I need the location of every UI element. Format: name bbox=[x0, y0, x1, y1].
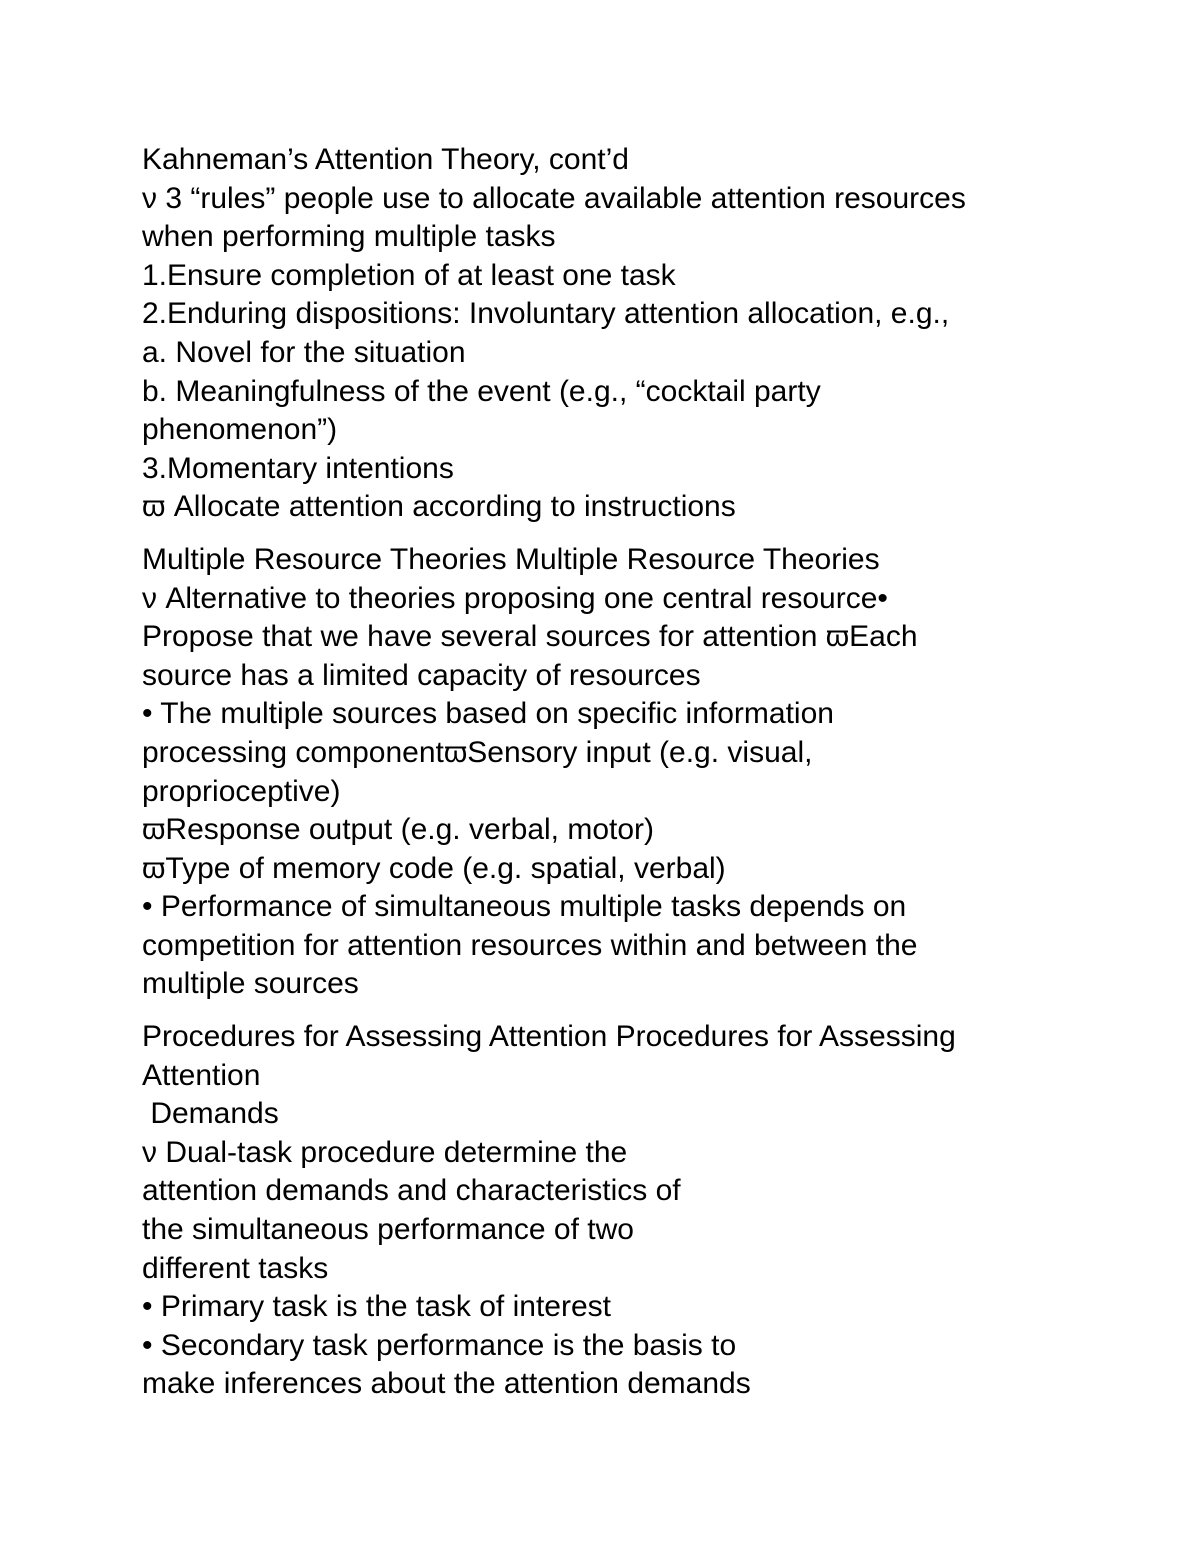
text-line: processing componentϖSensory input (e.g. visual, bbox=[142, 735, 813, 769]
text-line: ϖType of memory code (e.g. spatial, verbal) bbox=[142, 851, 726, 885]
text-line: 3.Momentary intentions bbox=[142, 451, 454, 485]
section-kahneman-attention-theory bbox=[142, 141, 1102, 527]
section-heading: Procedures for Assessing Attention Procedures for Assessing bbox=[142, 1020, 956, 1054]
text-line: competition for attention resources within and between the bbox=[142, 928, 918, 962]
text-line: Propose that we have several sources for attention ϖEach bbox=[142, 620, 918, 654]
text-line: • Secondary task performance is the basis to bbox=[142, 1328, 737, 1362]
text-line: 2.Enduring dispositions: Involuntary attention allocation, e.g., bbox=[142, 297, 950, 331]
text-line: multiple sources bbox=[142, 967, 359, 1001]
text-line: • Primary task is the task of interest bbox=[142, 1290, 611, 1324]
text-line: b. Meaningfulness of the event (e.g., “cocktail party bbox=[142, 374, 821, 408]
text-line: phenomenon”) bbox=[142, 413, 338, 447]
section-multiple-resource-theories bbox=[142, 541, 1102, 1004]
text-line: ϖ Allocate attention according to instructions bbox=[142, 490, 736, 524]
text-line: • Performance of simultaneous multiple tasks depends on bbox=[142, 890, 907, 924]
text-line: different tasks bbox=[142, 1251, 329, 1285]
text-line: ν Alternative to theories proposing one central resource• bbox=[142, 581, 888, 615]
text-line: make inferences about the attention demands bbox=[142, 1367, 751, 1401]
section-procedures-assessing-attention bbox=[142, 1018, 1102, 1404]
text-line: proprioceptive) bbox=[142, 774, 341, 808]
text-line: the simultaneous performance of two bbox=[142, 1213, 634, 1247]
text-line: attention demands and characteristics of bbox=[142, 1174, 681, 1208]
section-heading: Multiple Resource Theories Multiple Resource Theories bbox=[142, 542, 880, 576]
document-body bbox=[142, 141, 1102, 1404]
section-heading: Kahneman’s Attention Theory, cont’d bbox=[142, 143, 629, 176]
text-line: Demands bbox=[142, 1097, 279, 1131]
text-line: when performing multiple tasks bbox=[142, 220, 556, 254]
text-line: 1.Ensure completion of at least one task bbox=[142, 258, 676, 292]
text-line: source has a limited capacity of resources bbox=[142, 658, 701, 692]
text-line: ν 3 “rules” people use to allocate available attention resources bbox=[142, 181, 966, 215]
text-line: a. Novel for the situation bbox=[142, 335, 466, 369]
text-line: ν Dual-task procedure determine the bbox=[142, 1135, 628, 1169]
text-line: • The multiple sources based on specific information bbox=[142, 697, 834, 731]
text-line: ϖResponse output (e.g. verbal, motor) bbox=[142, 813, 655, 847]
text-line: Attention bbox=[142, 1058, 261, 1092]
